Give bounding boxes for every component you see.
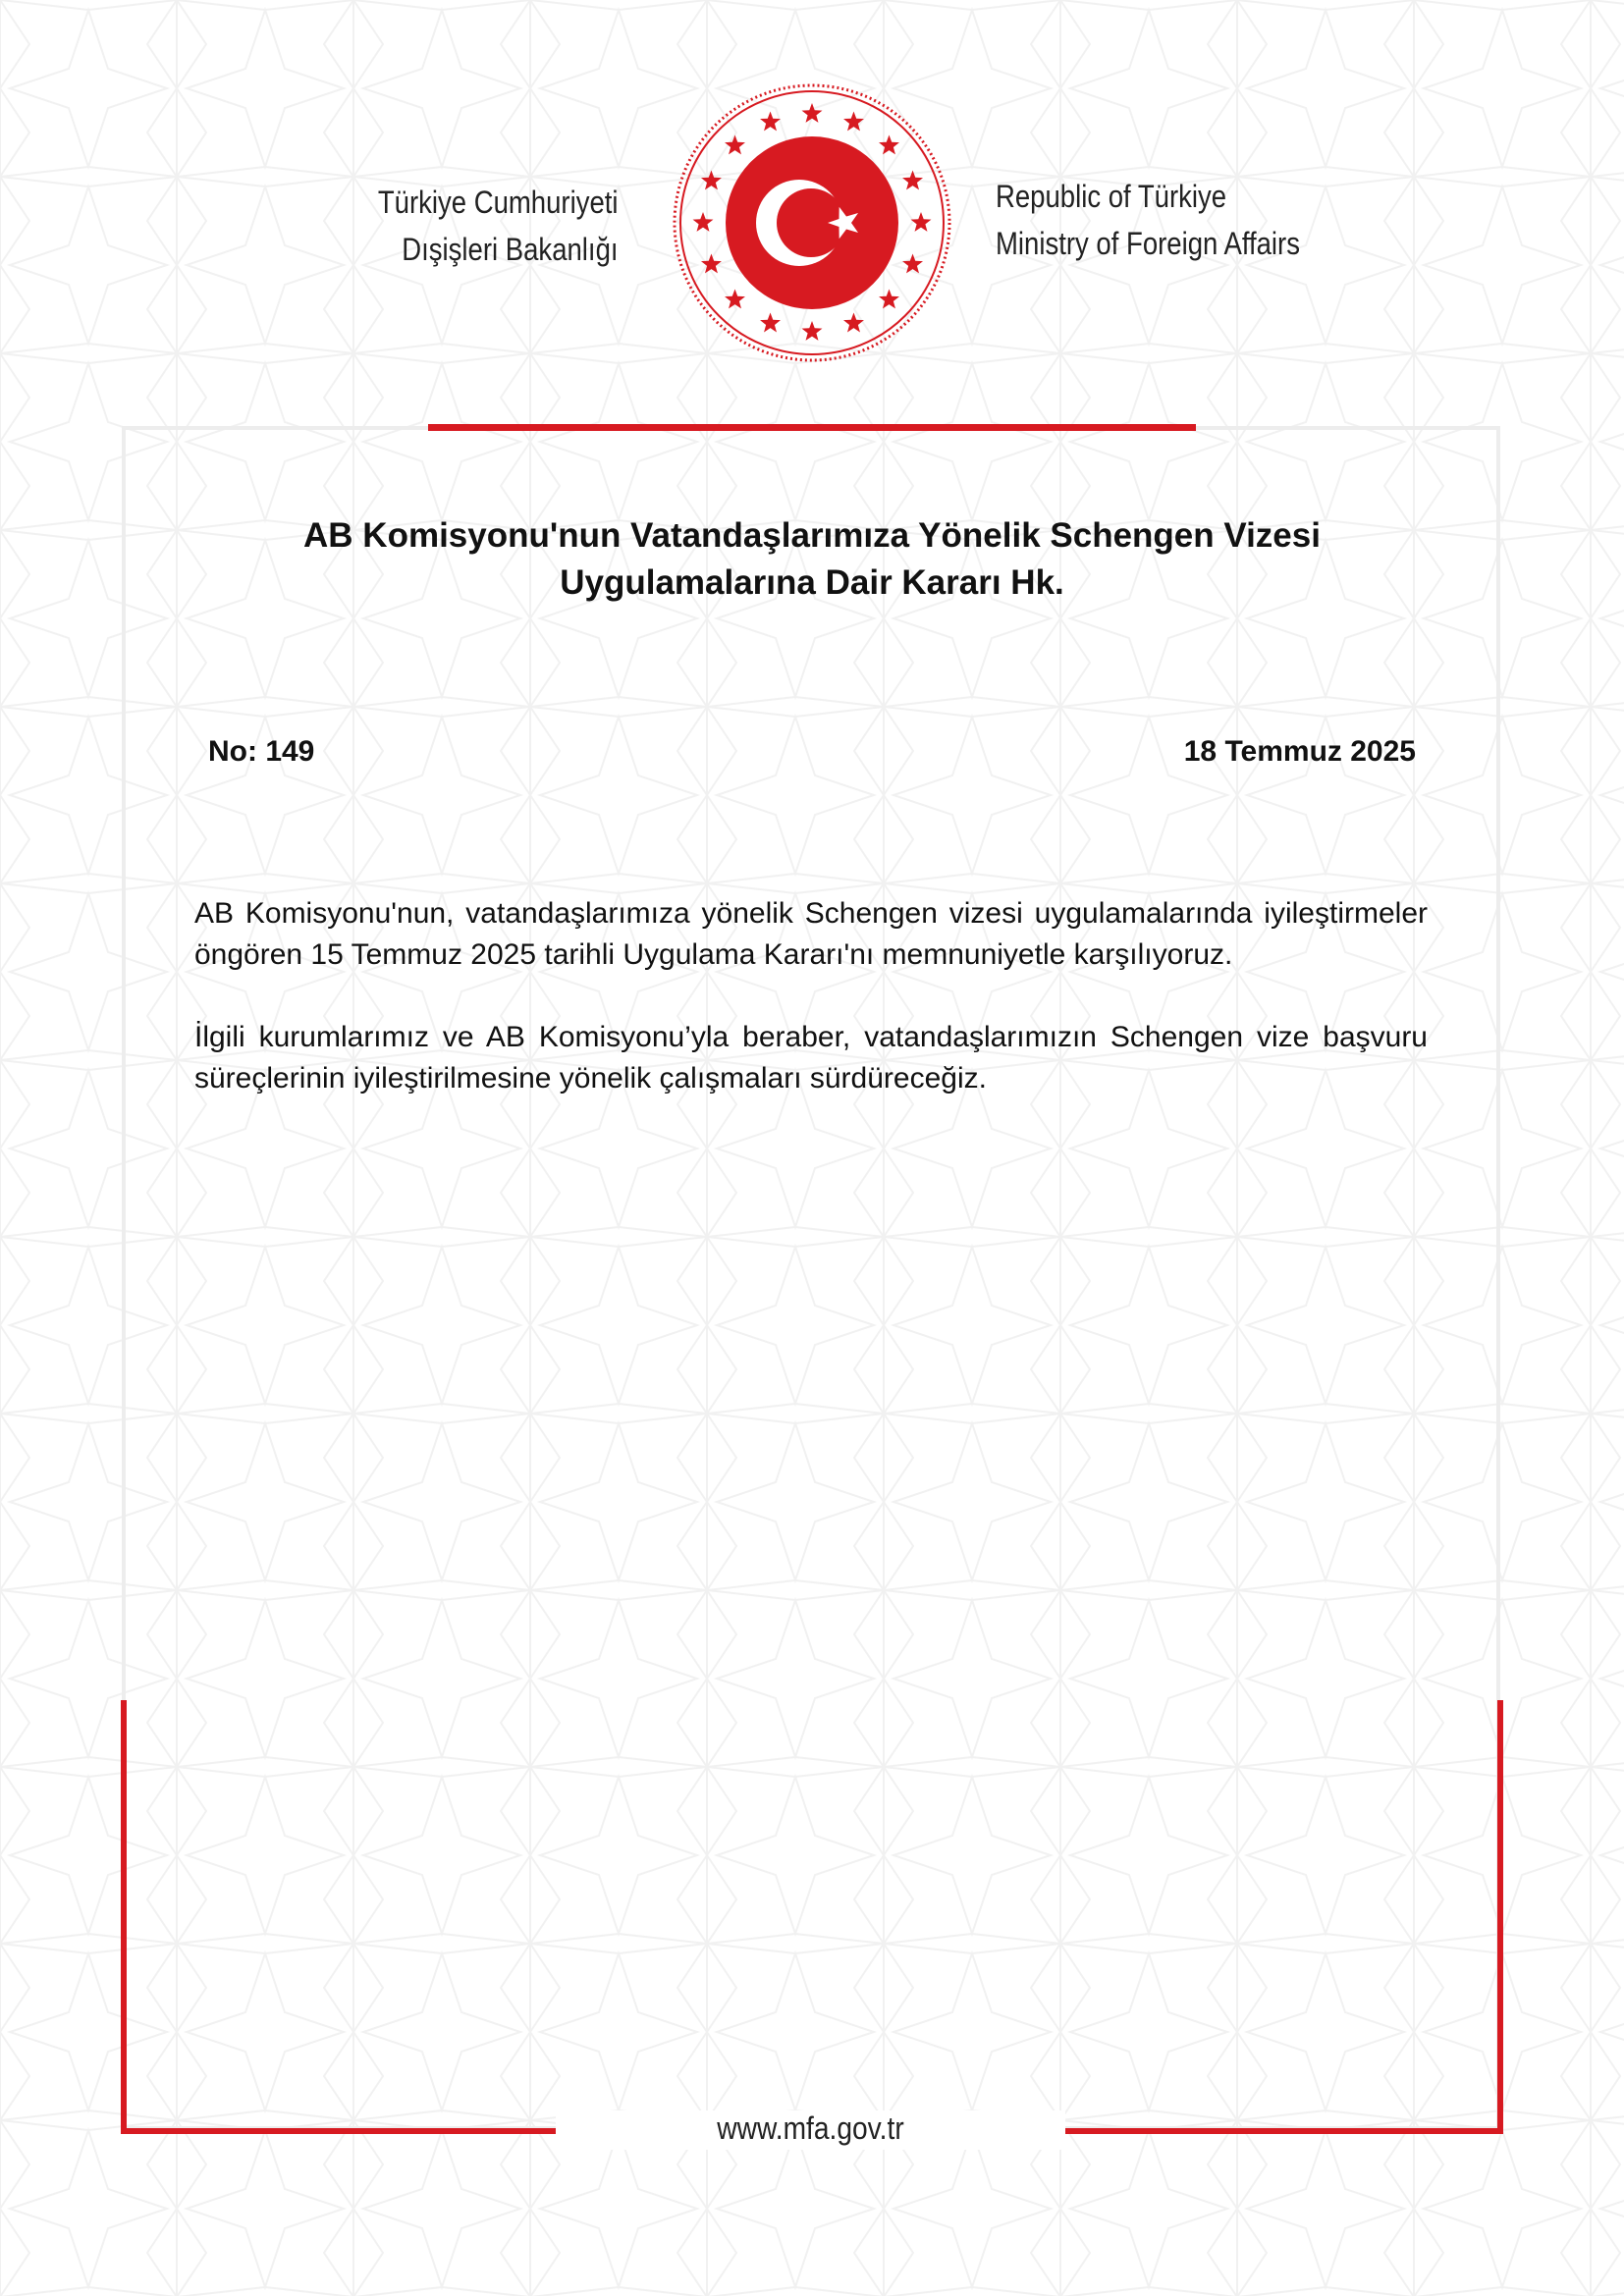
frame-bottom-left-accent (121, 2128, 556, 2134)
body-paragraph: AB Komisyonu'nun, vatandaşlarımıza yönelik Schengen vizesi uygulamalarında iyileştirmeler öngören 15 Temmuz 2025 tarihli Uygulama Kararı'nı memnuniyetle karşılıyoruz. (194, 897, 1428, 971)
frame-left-accent (121, 1700, 127, 2134)
small-star-icon (902, 253, 923, 273)
header-right-line: Republic of Türkiye (996, 179, 1227, 214)
small-star-icon (879, 135, 899, 155)
title-line: Uygulamalarına Dair Kararı Hk. (560, 563, 1064, 602)
document-body (194, 893, 1428, 1141)
header-turkish-name (378, 179, 619, 273)
body-paragraph: İlgili kurumlarımız ve AB Komisyonu’yla beraber, vatandaşlarımızın Schengen vize başvuru süreçlerinin iyileştirilmesine yönelik çalışmaları sürdüreceğiz. (194, 1021, 1428, 1095)
frame-top-accent (428, 424, 1196, 431)
small-star-icon (843, 313, 864, 333)
small-star-icon (760, 313, 781, 333)
document-title (177, 512, 1447, 607)
small-star-icon (701, 171, 722, 190)
small-star-icon (693, 212, 714, 232)
small-star-icon (760, 111, 781, 131)
small-star-icon (879, 289, 899, 308)
ministry-emblem-logo (670, 80, 954, 365)
content-frame (122, 426, 1500, 2130)
header-left-line: Türkiye Cumhuriyeti (378, 185, 619, 220)
small-star-icon (725, 135, 745, 155)
small-star-icon (725, 289, 745, 308)
document-number: No: 149 (208, 735, 315, 768)
small-star-icon (911, 212, 932, 232)
document-date: 18 Temmuz 2025 (1183, 735, 1416, 768)
small-star-icon (802, 103, 823, 123)
small-star-icon (843, 111, 864, 131)
small-star-icon (802, 321, 823, 341)
frame-bottom-right-accent (1065, 2128, 1503, 2134)
header-english-name (996, 173, 1300, 267)
title-line: AB Komisyonu'nun Vatandaşlarımıza Yönelik Schengen Vizesi (303, 516, 1321, 555)
frame-right-accent (1497, 1700, 1503, 2134)
small-star-icon (701, 253, 722, 273)
small-star-icon (902, 171, 923, 190)
header-right-line: Ministry of Foreign Affairs (996, 226, 1300, 261)
footer-website-url: www.mfa.gov.tr (717, 2110, 904, 2146)
header-left-line: Dışişleri Bakanlığı (402, 232, 619, 267)
